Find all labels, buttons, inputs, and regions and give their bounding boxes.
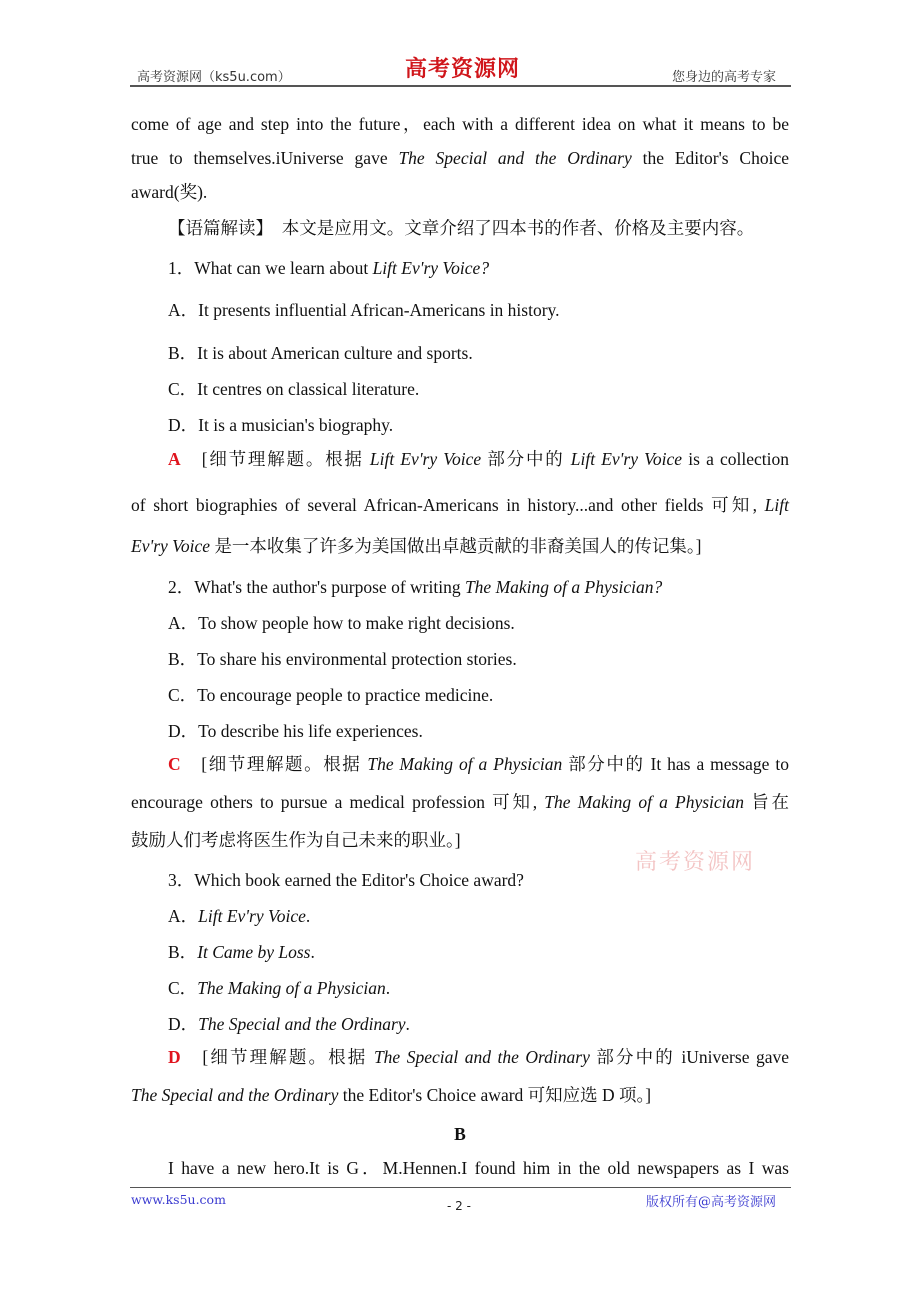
text-segment: The Making of a Physician? [464, 577, 663, 597]
text-line [131, 181, 207, 203]
text-segment: 鼓励人们考虑将医生作为自己未来的职业。] [131, 830, 461, 850]
text-segment: 【语篇解读】 本文是应用文。文章介绍了四本书的作者、价格及主要内容。 [168, 218, 755, 238]
text-segment: 是一本收集了许多为美国做出卓越贡献的非裔美国人的传记集。] [210, 536, 702, 556]
text-segment: A．To show people how to make right decisions. [168, 613, 515, 633]
text-segment: encourage others to pursue a medical profession 可知, [131, 792, 545, 812]
text-line [168, 753, 789, 775]
watermark: 高考资源网 [635, 850, 756, 875]
text-line [168, 378, 419, 400]
text-segment: C．To encourage people to practice medicine. [168, 685, 494, 705]
text-line [131, 1084, 651, 1106]
text-line [168, 414, 393, 436]
text-segment: The Making of a Physician [197, 978, 386, 998]
text-segment: C． [168, 978, 198, 998]
text-segment: A． [168, 906, 199, 926]
text-segment: the Editor's Choice [631, 148, 789, 168]
text-segment: 2．What's the author's purpose of writing [168, 577, 465, 597]
text-segment: is a collection [682, 449, 790, 469]
text-segment: . [310, 942, 315, 962]
text-segment: Lift [764, 495, 789, 515]
text-line [168, 1013, 410, 1035]
text-segment: 部分中的 [481, 449, 571, 469]
header-logo: 高考资源网 [405, 56, 521, 82]
answer-letter: A [168, 449, 181, 469]
text-segment: B．It is about American culture and sports. [168, 343, 473, 363]
text-segment: [细节理解题。根据 [180, 1047, 374, 1067]
text-segment: B [454, 1124, 466, 1144]
text-line [131, 494, 789, 516]
text-line [168, 257, 489, 279]
text-segment: [细节理解题。根据 [180, 449, 370, 469]
text-segment: . [405, 1014, 410, 1034]
text-segment: C．It centres on classical literature. [168, 379, 420, 399]
text-segment: The Special and the Ordinary [398, 148, 632, 168]
section-heading [131, 1123, 789, 1145]
text-segment: Lift Ev'ry Voice [570, 449, 683, 469]
text-line [168, 342, 473, 364]
answer-letter: D [168, 1047, 181, 1067]
text-segment: B． [168, 942, 198, 962]
text-segment: 旨在 [744, 792, 790, 812]
header-rule [130, 85, 791, 87]
text-line [168, 299, 560, 321]
text-segment: The Special and the Ordinary [198, 1014, 406, 1034]
text-segment: [细节理解题。根据 [180, 754, 368, 774]
text-segment: of short biographies of several African-Americans in history...and other fields 可知, [131, 495, 765, 515]
text-segment: I have a new hero.It is G．M.Hennen.I found him in the old newspapers as I was [168, 1158, 789, 1178]
text-segment: 部分中的 iUniverse gave [589, 1047, 790, 1067]
text-segment: It Came by Loss [197, 942, 311, 962]
text-line [131, 535, 702, 557]
text-line [168, 941, 315, 963]
text-segment: The Special and the Ordinary [131, 1085, 339, 1105]
text-line [131, 791, 789, 813]
text-line [131, 147, 789, 169]
text-segment: D． [168, 1014, 199, 1034]
text-line [168, 905, 310, 927]
text-segment: come of age and step into the future，each with a different idea on what it means to be [131, 114, 789, 134]
text-segment: the Editor's Choice award 可知应选 D 项。] [338, 1085, 652, 1105]
text-segment: The Special and the Ordinary [373, 1047, 590, 1067]
text-segment: B．To share his environmental protection stories. [168, 649, 517, 669]
text-line [168, 720, 423, 742]
text-segment: The Making of a Physician [367, 754, 563, 774]
text-line [131, 829, 461, 851]
text-segment: 1．What can we learn about [168, 258, 373, 278]
text-segment: Lift Ev'ry Voice? [372, 258, 490, 278]
text-segment: Lift Ev'ry Voice [369, 449, 482, 469]
text-line [168, 869, 524, 891]
footer-copyright: 版权所有@高考资源网 [646, 1195, 777, 1210]
text-line [168, 684, 493, 706]
text-line [168, 1046, 789, 1068]
text-segment: D．To describe his life experiences. [168, 721, 423, 741]
text-segment: Lift Ev'ry Voice [198, 906, 306, 926]
text-segment: . [305, 906, 311, 926]
text-line [168, 612, 515, 634]
text-line [168, 1157, 789, 1179]
header-slogan: 您身边的高考专家 [672, 70, 777, 85]
text-segment: award(奖). [131, 182, 208, 202]
footer-rule [130, 1187, 791, 1188]
text-line [168, 977, 390, 999]
answer-letter: C [168, 754, 181, 774]
text-line [168, 448, 789, 470]
page-number: - 2 - [447, 1199, 471, 1213]
text-segment: true to themselves.iUniverse gave [131, 148, 399, 168]
text-segment: Ev'ry Voice [131, 536, 211, 556]
text-segment: . [385, 978, 391, 998]
text-segment: 3．Which book earned the Editor's Choice award? [168, 870, 524, 890]
text-segment: A．It presents influential African-Americans in history. [168, 300, 560, 320]
text-line [168, 576, 662, 598]
text-segment: D．It is a musician's biography. [168, 415, 394, 435]
text-line [168, 648, 517, 670]
text-line [168, 217, 754, 239]
text-line [131, 113, 789, 135]
text-segment: The Making of a Physician [544, 792, 745, 812]
footer-link[interactable]: www.ks5u.com [131, 1192, 226, 1207]
header-site-name: 高考资源网（ks5u.com） [137, 70, 291, 85]
text-segment: 部分中的 It has a message to [562, 754, 790, 774]
